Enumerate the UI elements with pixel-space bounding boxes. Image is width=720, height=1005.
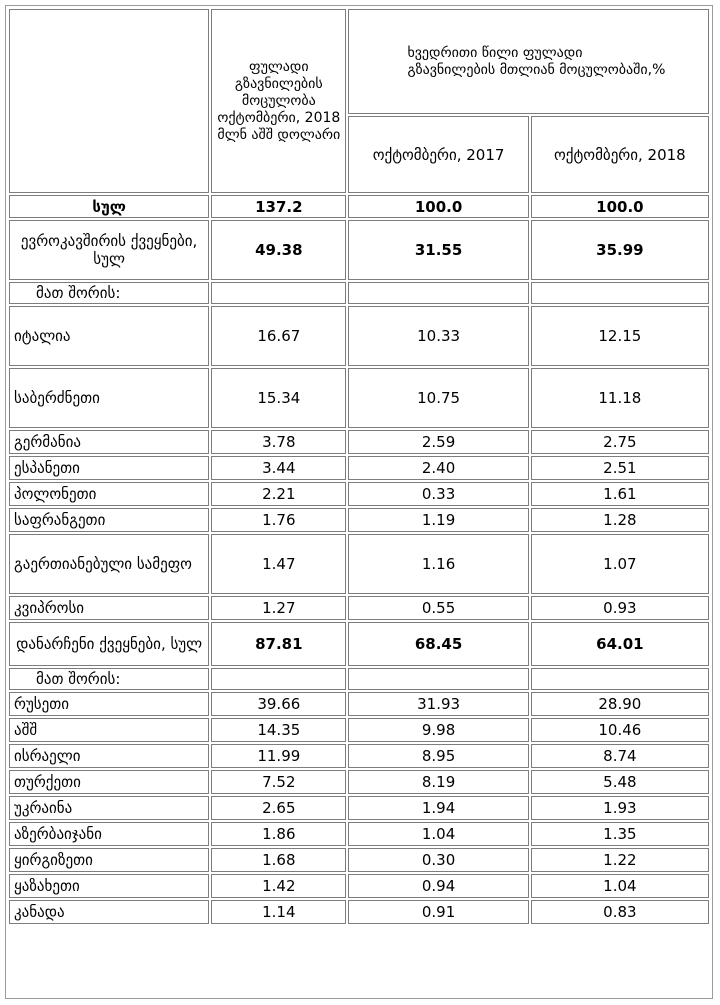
- row-value-2017: 1.94: [348, 796, 528, 820]
- row-value-2017: 2.40: [348, 456, 528, 480]
- row-label: პოლონეთი: [9, 482, 209, 506]
- row-value-2018: 1.22: [531, 848, 709, 872]
- row-value-volume: 87.81: [211, 622, 346, 666]
- row-value-2017: 2.59: [348, 430, 528, 454]
- row-label: საფრანგეთი: [9, 508, 209, 532]
- row-label: მათ შორის:: [9, 282, 209, 304]
- row-value-2018: 1.04: [531, 874, 709, 898]
- table-row-eu-total: [9, 220, 709, 280]
- remittances-table: [7, 7, 711, 926]
- row-value-2017: 10.33: [348, 306, 528, 366]
- row-label: ისრაელი: [9, 744, 209, 768]
- table-row: [9, 848, 709, 872]
- header-share: ხვედრითი წილი ფულადი გზავნილების მთლიან მოცულობაში,%: [348, 9, 709, 114]
- row-value-2018: 1.07: [531, 534, 709, 594]
- header-oct2018: ოქტომბერი, 2018: [531, 116, 709, 193]
- table-row: [9, 596, 709, 620]
- table-row: [9, 900, 709, 924]
- row-value-2018: 1.93: [531, 796, 709, 820]
- row-value-volume: 1.42: [211, 874, 346, 898]
- row-value-2018: 1.28: [531, 508, 709, 532]
- row-value-2018: 100.0: [531, 195, 709, 218]
- row-label: რუსეთი: [9, 692, 209, 716]
- row-value-2018: 12.15: [531, 306, 709, 366]
- row-value-2017: 1.19: [348, 508, 528, 532]
- row-value-volume: 1.68: [211, 848, 346, 872]
- row-value-volume: 2.65: [211, 796, 346, 820]
- row-value-2017: 1.16: [348, 534, 528, 594]
- row-value-2018: [531, 282, 709, 304]
- row-value-2018: 1.61: [531, 482, 709, 506]
- table-row: [9, 744, 709, 768]
- row-value-2018: 35.99: [531, 220, 709, 280]
- row-value-volume: 137.2: [211, 195, 346, 218]
- row-value-volume: 1.47: [211, 534, 346, 594]
- row-value-volume: 15.34: [211, 368, 346, 428]
- row-value-2017: 9.98: [348, 718, 528, 742]
- row-value-2017: 0.55: [348, 596, 528, 620]
- row-value-2017: 0.30: [348, 848, 528, 872]
- header-row: [9, 9, 709, 114]
- table-row: [9, 456, 709, 480]
- table-frame: [5, 5, 713, 999]
- row-value-2017: [348, 282, 528, 304]
- row-label: იტალია: [9, 306, 209, 366]
- row-label: ესპანეთი: [9, 456, 209, 480]
- row-label: აზერბაიჯანი: [9, 822, 209, 846]
- row-label: თურქეთი: [9, 770, 209, 794]
- row-value-2017: 10.75: [348, 368, 528, 428]
- table-row: [9, 692, 709, 716]
- row-value-volume: 3.44: [211, 456, 346, 480]
- table-row: [9, 770, 709, 794]
- row-label: საბერძნეთი: [9, 368, 209, 428]
- row-value-volume: 1.76: [211, 508, 346, 532]
- table-row-among-them: [9, 668, 709, 690]
- row-value-volume: [211, 282, 346, 304]
- table-row: [9, 796, 709, 820]
- row-value-volume: 14.35: [211, 718, 346, 742]
- row-label: ყირგიზეთი: [9, 848, 209, 872]
- table-row: [9, 718, 709, 742]
- row-label: ყაზახეთი: [9, 874, 209, 898]
- row-label: გერმანია: [9, 430, 209, 454]
- row-value-2017: 0.33: [348, 482, 528, 506]
- table-row: [9, 430, 709, 454]
- table-row-other-total: [9, 622, 709, 666]
- row-value-2018: 28.90: [531, 692, 709, 716]
- row-value-2017: 0.94: [348, 874, 528, 898]
- row-value-2017: 31.93: [348, 692, 528, 716]
- row-label: სულ: [9, 195, 209, 218]
- row-value-2017: [348, 668, 528, 690]
- row-value-2017: 68.45: [348, 622, 528, 666]
- row-value-volume: 1.86: [211, 822, 346, 846]
- row-value-2018: 0.83: [531, 900, 709, 924]
- table-row: [9, 368, 709, 428]
- row-label: კვიპროსი: [9, 596, 209, 620]
- header-empty-cell: [9, 9, 209, 193]
- row-value-2018: [531, 668, 709, 690]
- row-value-volume: 1.14: [211, 900, 346, 924]
- row-value-2017: 31.55: [348, 220, 528, 280]
- row-value-volume: 2.21: [211, 482, 346, 506]
- row-value-2018: 8.74: [531, 744, 709, 768]
- row-value-2017: 0.91: [348, 900, 528, 924]
- row-value-volume: 3.78: [211, 430, 346, 454]
- table-row: [9, 822, 709, 846]
- row-value-2018: 2.51: [531, 456, 709, 480]
- row-value-volume: 16.67: [211, 306, 346, 366]
- table-row: [9, 534, 709, 594]
- row-value-2018: 11.18: [531, 368, 709, 428]
- row-value-2018: 0.93: [531, 596, 709, 620]
- row-label: კანადა: [9, 900, 209, 924]
- header-oct2017: ოქტომბერი, 2017: [348, 116, 528, 193]
- row-value-2018: 5.48: [531, 770, 709, 794]
- row-value-volume: 1.27: [211, 596, 346, 620]
- row-value-volume: [211, 668, 346, 690]
- table-row: [9, 874, 709, 898]
- table-row: [9, 306, 709, 366]
- row-label: აშშ: [9, 718, 209, 742]
- row-value-2017: 1.04: [348, 822, 528, 846]
- row-value-volume: 11.99: [211, 744, 346, 768]
- row-value-volume: 39.66: [211, 692, 346, 716]
- row-value-2017: 8.19: [348, 770, 528, 794]
- row-value-volume: 49.38: [211, 220, 346, 280]
- row-value-2018: 1.35: [531, 822, 709, 846]
- row-label: უკრაინა: [9, 796, 209, 820]
- row-value-2018: 64.01: [531, 622, 709, 666]
- row-label: დანარჩენი ქვეყნები, სულ: [9, 622, 209, 666]
- row-value-2017: 100.0: [348, 195, 528, 218]
- table-row-total: [9, 195, 709, 218]
- table-row: [9, 482, 709, 506]
- row-label: მათ შორის:: [9, 668, 209, 690]
- row-value-2017: 8.95: [348, 744, 528, 768]
- table-row: [9, 508, 709, 532]
- row-value-2018: 2.75: [531, 430, 709, 454]
- row-label: გაერთიანებული სამეფო: [9, 534, 209, 594]
- row-label: ევროკავშირის ქვეყნები, სულ: [9, 220, 209, 280]
- row-value-volume: 7.52: [211, 770, 346, 794]
- header-volume: ფულადი გზავნილების მოცულობა ოქტომბერი, 2018 მლნ აშშ დოლარი: [211, 9, 346, 193]
- row-value-2018: 10.46: [531, 718, 709, 742]
- table-row-among-them: [9, 282, 709, 304]
